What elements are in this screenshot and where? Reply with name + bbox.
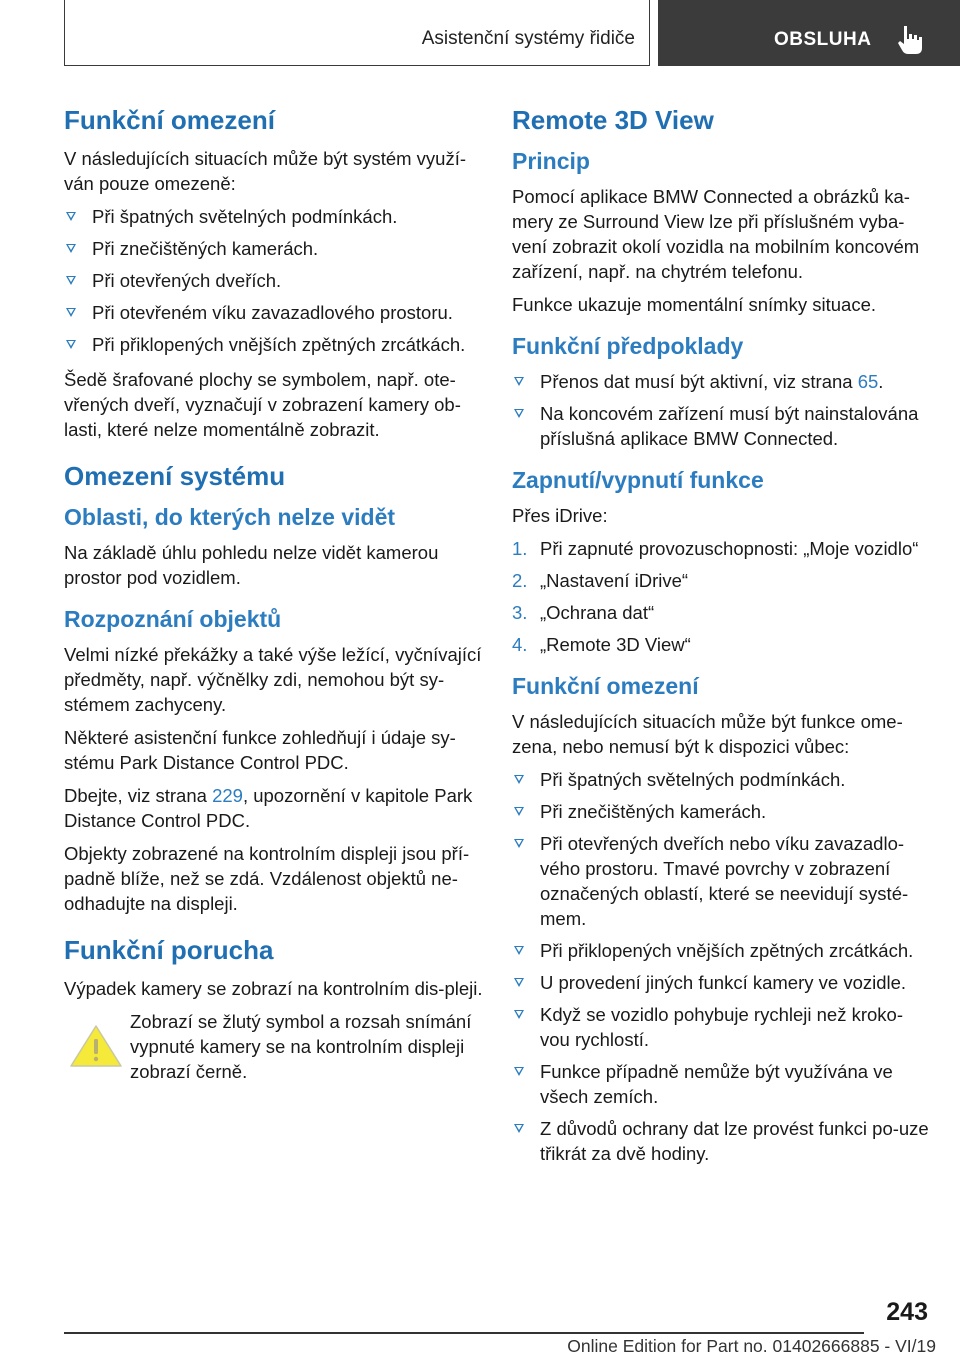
triangle-bullet-icon bbox=[66, 308, 76, 317]
list-item: Při znečištěných kamerách. bbox=[512, 799, 930, 824]
step-item: 1. Při zapnuté provozuschopnosti: „Moje vozidlo“ bbox=[512, 538, 919, 559]
limits-list bbox=[64, 204, 484, 357]
section-tab bbox=[658, 0, 960, 66]
page-reference-link[interactable]: 229 bbox=[212, 785, 243, 806]
malfunction-text: Výpadek kamery se zobrazí na kontrolním dis-pleji. bbox=[64, 978, 483, 999]
list-item: Funkce případně nemůže být využívána ve všech zemích. bbox=[512, 1059, 930, 1109]
triangle-bullet-icon bbox=[66, 244, 76, 253]
warning-triangle-icon bbox=[68, 1023, 124, 1069]
triangle-bullet-icon bbox=[514, 1124, 524, 1133]
page-number: 243 bbox=[886, 1298, 928, 1326]
list-item: Při přiklopených vnějších zpětných zrcátkách. bbox=[64, 332, 484, 357]
warning-notice bbox=[64, 1009, 484, 1084]
triangle-bullet-icon bbox=[66, 340, 76, 349]
list-item: Při špatných světelných podmínkách. bbox=[64, 204, 484, 229]
list-item: Když se vozidlo pohybuje rychleji než kroko-vou rychlostí. bbox=[512, 1002, 930, 1052]
limits-note: Šedě šrafované plochy se symbolem, např. ote-vřených dveří, vyznačují v zobrazení kamery ob-lasti, které nelze momentálně zobrazit. bbox=[64, 369, 461, 440]
function-limits-intro: V následujících situacích může být funkce ome-zena, nebo nemusí být k dispozici vůbec: bbox=[512, 711, 903, 757]
object-detection-p3: Dbejte, viz strana 229, upozornění v kapitole Park Distance Control PDC. bbox=[64, 785, 473, 831]
section-title-remote-3d-view: Remote 3D View bbox=[512, 105, 714, 135]
subsection-title-principle: Princip bbox=[512, 148, 590, 174]
triangle-bullet-icon bbox=[514, 946, 524, 955]
triangle-bullet-icon bbox=[514, 978, 524, 987]
subsection-title-requirements: Funkční předpoklady bbox=[512, 333, 744, 359]
section-title-system-limits: Omezení systému bbox=[64, 461, 286, 491]
section-title-malfunction: Funkční porucha bbox=[64, 935, 274, 965]
footer-divider bbox=[64, 1332, 864, 1334]
triangle-bullet-icon bbox=[514, 377, 524, 386]
steps-list bbox=[512, 536, 930, 657]
page-header bbox=[0, 0, 960, 66]
function-limits-list bbox=[512, 767, 930, 1166]
step-item: 3. „Ochrana dat“ bbox=[512, 602, 655, 623]
triangle-bullet-icon bbox=[514, 775, 524, 784]
triangle-bullet-icon bbox=[514, 1010, 524, 1019]
requirements-list bbox=[512, 369, 930, 451]
page-reference-link[interactable]: 65 bbox=[857, 371, 879, 392]
list-item: Při znečištěných kamerách. bbox=[64, 236, 484, 261]
blind-areas-text: Na základě úhlu pohledu nelze vidět kamerou prostor pod vozidlem. bbox=[64, 542, 439, 588]
triangle-bullet-icon bbox=[514, 1067, 524, 1076]
step-item: 2. „Nastavení iDrive“ bbox=[512, 570, 689, 591]
subsection-title-object-detection: Rozpoznání objektů bbox=[64, 606, 282, 632]
section-tab-label: OBSLUHA bbox=[774, 29, 872, 50]
object-detection-p1: Velmi nízké překážky a také výše ležící, vyčnívající předměty, např. výčnělky zdi, nemohou být sy-stémem zachyceny. bbox=[64, 644, 482, 715]
footer-edition: Online Edition for Part no. 01402666885 - VI/19 bbox=[567, 1336, 936, 1356]
left-column bbox=[64, 100, 484, 1092]
list-item: Při otevřeném víku zavazadlového prostoru. bbox=[64, 300, 484, 325]
triangle-bullet-icon bbox=[514, 807, 524, 816]
list-item: Při přiklopených vnějších zpětných zrcátkách. bbox=[512, 938, 930, 963]
list-item: Při špatných světelných podmínkách. bbox=[512, 767, 930, 792]
principle-text-1: Pomocí aplikace BMW Connected a obrázků ka-mery ze Surround View lze při příslušném vyba-vení zobrazit okolí vozidla na mobilním koncovém zařízení, např. na chytrém telefonu. bbox=[512, 186, 920, 282]
section-title-limits: Funkční omezení bbox=[64, 105, 275, 135]
limits-intro: V následujících situacích může být systém využí-ván pouze omezeně: bbox=[64, 148, 467, 194]
step-item: 4. „Remote 3D View“ bbox=[512, 634, 691, 655]
triangle-bullet-icon bbox=[66, 212, 76, 221]
object-detection-p2: Některé asistenční funkce zohledňují i údaje sy-stému Park Distance Control PDC. bbox=[64, 727, 456, 773]
object-detection-p4: Objekty zobrazené na kontrolním displeji jsou pří-padně blíže, než se zdá. Vzdálenost objektů ne-odhadujte na displeji. bbox=[64, 843, 470, 914]
header-title: Asistenční systémy řidiče bbox=[421, 28, 635, 49]
switch-intro: Přes iDrive: bbox=[512, 505, 608, 526]
triangle-bullet-icon bbox=[514, 409, 524, 418]
right-column bbox=[512, 100, 930, 1176]
triangle-bullet-icon bbox=[514, 839, 524, 848]
pointing-hand-icon bbox=[896, 24, 924, 56]
subsection-title-blind-areas: Oblasti, do kterých nelze vidět bbox=[64, 504, 396, 530]
subsection-title-function-limits: Funkční omezení bbox=[512, 673, 699, 699]
header-title-box bbox=[64, 0, 650, 66]
triangle-bullet-icon bbox=[66, 276, 76, 285]
principle-text-2: Funkce ukazuje momentální snímky situace. bbox=[512, 294, 876, 315]
list-item: Při otevřených dveřích nebo víku zavazadlo-vého prostoru. Tmavé povrchy v zobrazení označených oblastí, které se neevidují systé-mem. bbox=[512, 831, 930, 931]
list-item: Z důvodů ochrany dat lze provést funkci po-uze třikrát za dvě hodiny. bbox=[512, 1116, 930, 1166]
warning-text: Zobrazí se žlutý symbol a rozsah snímání vypnuté kamery se na kontrolním displeji zobrazí černě. bbox=[130, 1011, 472, 1082]
list-item: Přenos dat musí být aktivní, viz strana 65. bbox=[512, 369, 930, 394]
list-item: U provedení jiných funkcí kamery ve vozidle. bbox=[512, 970, 930, 995]
subsection-title-switch-on-off: Zapnutí/vypnutí funkce bbox=[512, 467, 764, 493]
list-item: Na koncovém zařízení musí být nainstalována příslušná aplikace BMW Connected. bbox=[512, 401, 930, 451]
list-item: Při otevřených dveřích. bbox=[64, 268, 484, 293]
